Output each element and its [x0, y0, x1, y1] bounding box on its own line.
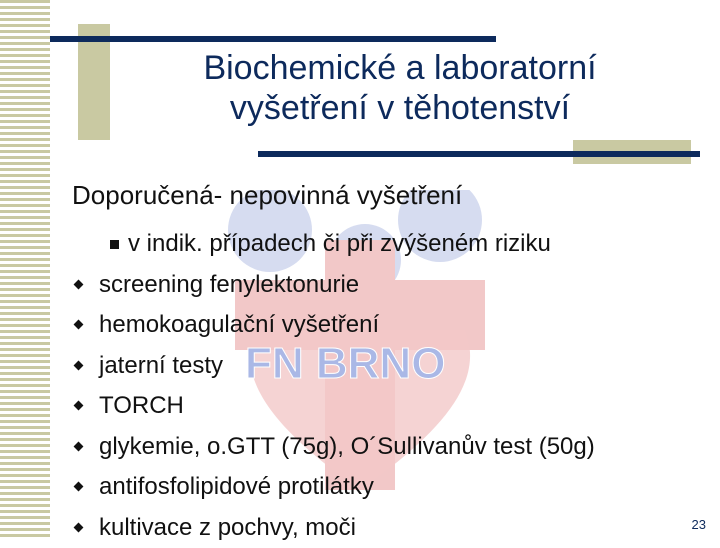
diamond-bullet-icon	[74, 441, 84, 451]
list-item: kultivace z pochvy, moči	[72, 508, 595, 548]
exam-list	[72, 224, 595, 548]
slide-title	[150, 48, 650, 128]
list-item: jaterní testy	[72, 346, 595, 387]
diamond-bullet-icon	[74, 522, 84, 532]
section-subtitle: Doporučená- nepovinná vyšetření	[72, 180, 462, 211]
watermark-text: FN BRNO	[245, 339, 445, 388]
square-bullet-icon	[110, 240, 119, 249]
diamond-bullet-icon	[74, 482, 84, 492]
diamond-bullet-icon	[74, 279, 84, 289]
list-item: glykemie, o.GTT (75g), O´Sullivanův test (50g)	[72, 427, 595, 468]
diamond-bullet-icon	[74, 320, 84, 330]
title-deco-line-top	[50, 36, 496, 42]
title-line-1: Biochemické a laboratorní	[150, 48, 650, 88]
title-line-2: vyšetření v těhotenství	[150, 88, 650, 128]
list-item: TORCH	[72, 386, 595, 427]
list-item: screening fenylektonurie	[72, 265, 595, 306]
list-item: hemokoagulační vyšetření	[72, 305, 595, 346]
left-stripe-decoration	[0, 0, 50, 540]
list-item-note: v indik. případech či při zvýšeném riziku	[72, 224, 595, 265]
list-item: antifosfolipidové protilátky	[72, 467, 595, 508]
diamond-bullet-icon	[74, 401, 84, 411]
page-number: 23	[692, 517, 706, 532]
title-deco-line-bottom	[258, 151, 700, 157]
diamond-bullet-icon	[74, 360, 84, 370]
